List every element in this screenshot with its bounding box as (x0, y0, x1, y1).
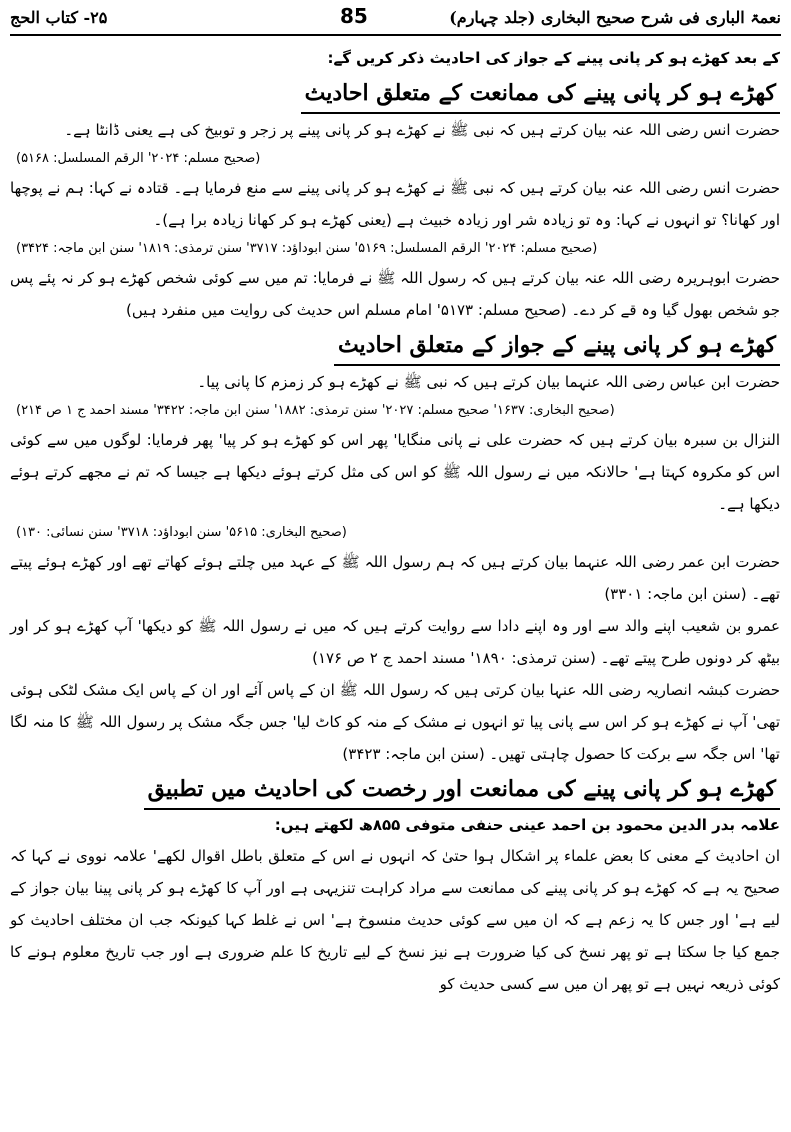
page-header (10, 4, 781, 36)
chapter-title: ۲۵- کتاب الحج (10, 8, 108, 27)
scholar-intro: علامہ بدر الدین محمود بن احمد عینی حنفی متوفی ۸۵۵ھ لکھتے ہیں: (274, 816, 780, 834)
hadith-amr-bin-shuaib: عمرو بن شعیب اپنے والد سے اور وہ اپنے دادا سے روایت کرتے ہیں کہ میں نے رسول اللہ ﷺ کو دیکھا' آپ کھڑے ہو کر اور بیٹھ کر دونوں طرح پیتے تھے۔ (سنن ترمذی: ۱۸۹۰' مسند احمد ج ۲ ص ۱۷۶) (10, 617, 780, 667)
page-content (10, 42, 780, 1000)
page-number: 85 (340, 4, 368, 28)
reference-1: (صحیح مسلم: ۲۰۲۴' الرقم المسلسل: ۵۱۶۸) (16, 151, 261, 166)
intro-line: کے بعد کھڑے ہو کر پانی پینے کے جواز کی احادیث ذکر کریں گے: (327, 49, 780, 67)
heading-permission-wrap (10, 326, 780, 366)
hadith-kabsha: حضرت کبشہ انصاریہ رضی اللہ عنہا بیان کرتی ہیں کہ رسول اللہ ﷺ ان کے پاس آئے اور ان کے پاس ایک مشک لٹکی ہوئی تھی' آپ نے کھڑے ہو کر اس سے پانی پیا تو انہوں نے مشک کے منہ کو کاٹ لیا' جس جگہ مشک پر رسول اللہ ﷺ کا منہ لگا تھا' اس جگہ سے برکت کا حصول چاہتی تھیں۔ (سنن ابن ماجہ: ۳۴۲۳) (10, 681, 780, 763)
heading-permission: کھڑے ہو کر پانی پینے کے جواز کے متعلق احادیث (334, 326, 780, 366)
heading-prohibition: کھڑے ہو کر پانی پینے کی ممانعت کے متعلق احادیث (301, 74, 780, 114)
hadith-ibn-abbas: حضرت ابن عباس رضی اللہ عنہما بیان کرتے ہیں کہ نبی ﷺ نے کھڑے ہو کر زمزم کا پانی پیا۔ (197, 373, 780, 391)
reconciliation-text: ان احادیث کے معنی کا بعض علماء پر اشکال ہوا حتیٰ کہ انہوں نے اس کے متعلق باطل اقوال لکھے' علامہ نووی نے کہا کہ صحیح یہ ہے کہ کھڑے ہو کر پانی پینے کی ممانعت سے مراد کراہت تنزیہی ہے اور آپ کا کھڑے ہو کر پانی پینا بیان جواز کے لیے ہے' اور جس کا یہ زعم ہے کہ ان میں سے کوئی حدیث منسوخ ہے' اس نے غلط کہا کیونکہ جب ان مختلف احادیث کو جمع کیا جا سکتا ہے تو پھر نسخ کی کیا ضرورت ہے نیز نسخ کے لیے تاریخ کا علم ضروری ہے اور جب تاریخ معلوم ہونے کا کوئی ذریعہ نہیں ہے تو پھر ان میں سے کسی حدیث کو (10, 847, 780, 993)
hadith-anas-1: حضرت انس رضی اللہ عنہ بیان کرتے ہیں کہ نبی ﷺ نے کھڑے ہو کر پانی پینے پر زجر و توبیخ کی ہے یعنی ڈانٹا ہے۔ (64, 121, 780, 139)
reference-2: (صحیح مسلم: ۲۰۲۴' الرقم المسلسل: ۵۱۶۹' سنن ابوداؤد: ۳۷۱۷' سنن ترمذی: ۱۸۱۹' سنن ابن ماجہ: ۳۴۲۴) (16, 241, 598, 256)
hadith-abu-hurairah: حضرت ابوہریرہ رضی اللہ عنہ بیان کرتے ہیں کہ رسول اللہ ﷺ نے فرمایا: تم میں سے کوئی شخص کھڑے ہو کر نہ پئے پس جو شخص بھول گیا وہ قے کر دے۔ (صحیح مسلم: ۵۱۷۳' امام مسلم اس حدیث کی روایت میں منفرد ہیں) (10, 269, 780, 319)
reference-4: (صحیح البخاری: ۵۶۱۵' سنن ابوداؤد: ۳۷۱۸' سنن نسائی: ۱۳۰) (16, 525, 347, 540)
reference-3: (صحیح البخاری: ۱۶۳۷' صحیح مسلم: ۲۰۲۷' سنن ترمذی: ۱۸۸۲' سنن ابن ماجہ: ۳۴۲۲' مسند احمد ج ۱ ص ۲۱۴) (16, 403, 615, 418)
heading-reconciliation: کھڑے ہو کر پانی پینے کی ممانعت اور رخصت کی احادیث میں تطبیق (144, 770, 780, 810)
heading-reconciliation-wrap (10, 770, 780, 810)
hadith-ibn-umar: حضرت ابن عمر رضی اللہ عنہما بیان کرتے ہیں کہ ہم رسول اللہ ﷺ کے عہد میں چلتے ہوئے کھاتے تھے اور کھڑے ہوئے پیتے تھے۔ (سنن ابن ماجہ: ۳۳۰۱) (10, 553, 780, 603)
book-title: نعمۃ الباری فی شرح صحیح البخاری (جلد چہارم) (449, 8, 781, 27)
heading-prohibition-wrap (10, 74, 780, 114)
hadith-anas-2: حضرت انس رضی اللہ عنہ بیان کرتے ہیں کہ نبی ﷺ نے کھڑے ہو کر پانی پینے سے منع فرمایا ہے۔ قتادہ نے کہا: ہم نے پوچھا اور کھانا؟ تو انہوں نے کہا: وہ تو زیادہ شر اور زیادہ خبیث ہے (یعنی کھڑے ہو کر کھانا زیادہ برا ہے)۔ (10, 179, 780, 229)
hadith-nazzal: النزال بن سبرہ بیان کرتے ہیں کہ حضرت علی نے پانی منگایا' پھر اس کو کھڑے ہو کر پیا' پھر فرمایا: لوگوں میں سے کوئی اس کو مکروہ کہتا ہے' حالانکہ میں نے رسول اللہ ﷺ کو اس کی مثل کرتے ہوئے دیکھا ہے جیسا کہ تم نے مجھے کرتے ہوئے دیکھا ہے۔ (10, 431, 780, 513)
